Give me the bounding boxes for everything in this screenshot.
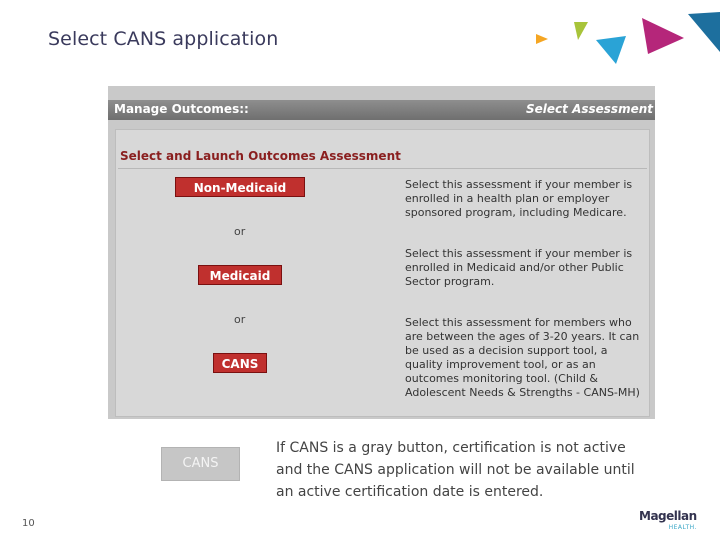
logo-brand: Magellan [639,509,697,523]
header-select-assessment: Select Assessment [526,102,653,116]
blue-triangle-icon [596,36,626,64]
logo-sub: HEALTH. [668,524,697,531]
magenta-triangle-icon [642,18,684,54]
cans-button[interactable]: CANS [213,353,267,373]
or-separator: or [234,313,246,326]
medicaid-description: Select this assessment if your member is enrolled in Medicaid and/or other Public Sector program. [405,247,633,288]
teal-triangle-icon [688,12,720,52]
section-title: Select and Launch Outcomes Assessment [120,149,401,163]
decorative-triangles [520,0,720,80]
certification-note: If CANS is a gray button, certification is not active and the CANS application will not be available until an active certification date is entered. [276,440,635,500]
non-medicaid-button[interactable]: Non-Medicaid [175,177,305,197]
page-number: 10 [22,518,35,529]
slide-title: Select CANS application [48,28,279,50]
assessment-panel [115,129,650,417]
magellan-logo [639,509,701,535]
green-triangle-icon [574,22,588,40]
or-separator: or [234,225,246,238]
panel-header [108,100,655,120]
non-medicaid-description: Select this assessment if your member is enrolled in a health plan or employer sponsored program, including Medicare. [405,178,633,219]
section-divider [118,168,647,169]
outcomes-screenshot [108,86,655,419]
cans-description: Select this assessment for members who are between the ages of 3-20 years. It can be used as a decision support tool, a quality improvement tool, or as an outcomes monitoring tool. (Child & Adolescent Needs & Strengths - CANS-MH) [405,316,640,399]
cans-inactive-button: CANS [161,447,240,481]
orange-triangle-icon [536,34,548,44]
header-manage-outcomes: Manage Outcomes:: [114,102,249,116]
medicaid-button[interactable]: Medicaid [198,265,282,285]
